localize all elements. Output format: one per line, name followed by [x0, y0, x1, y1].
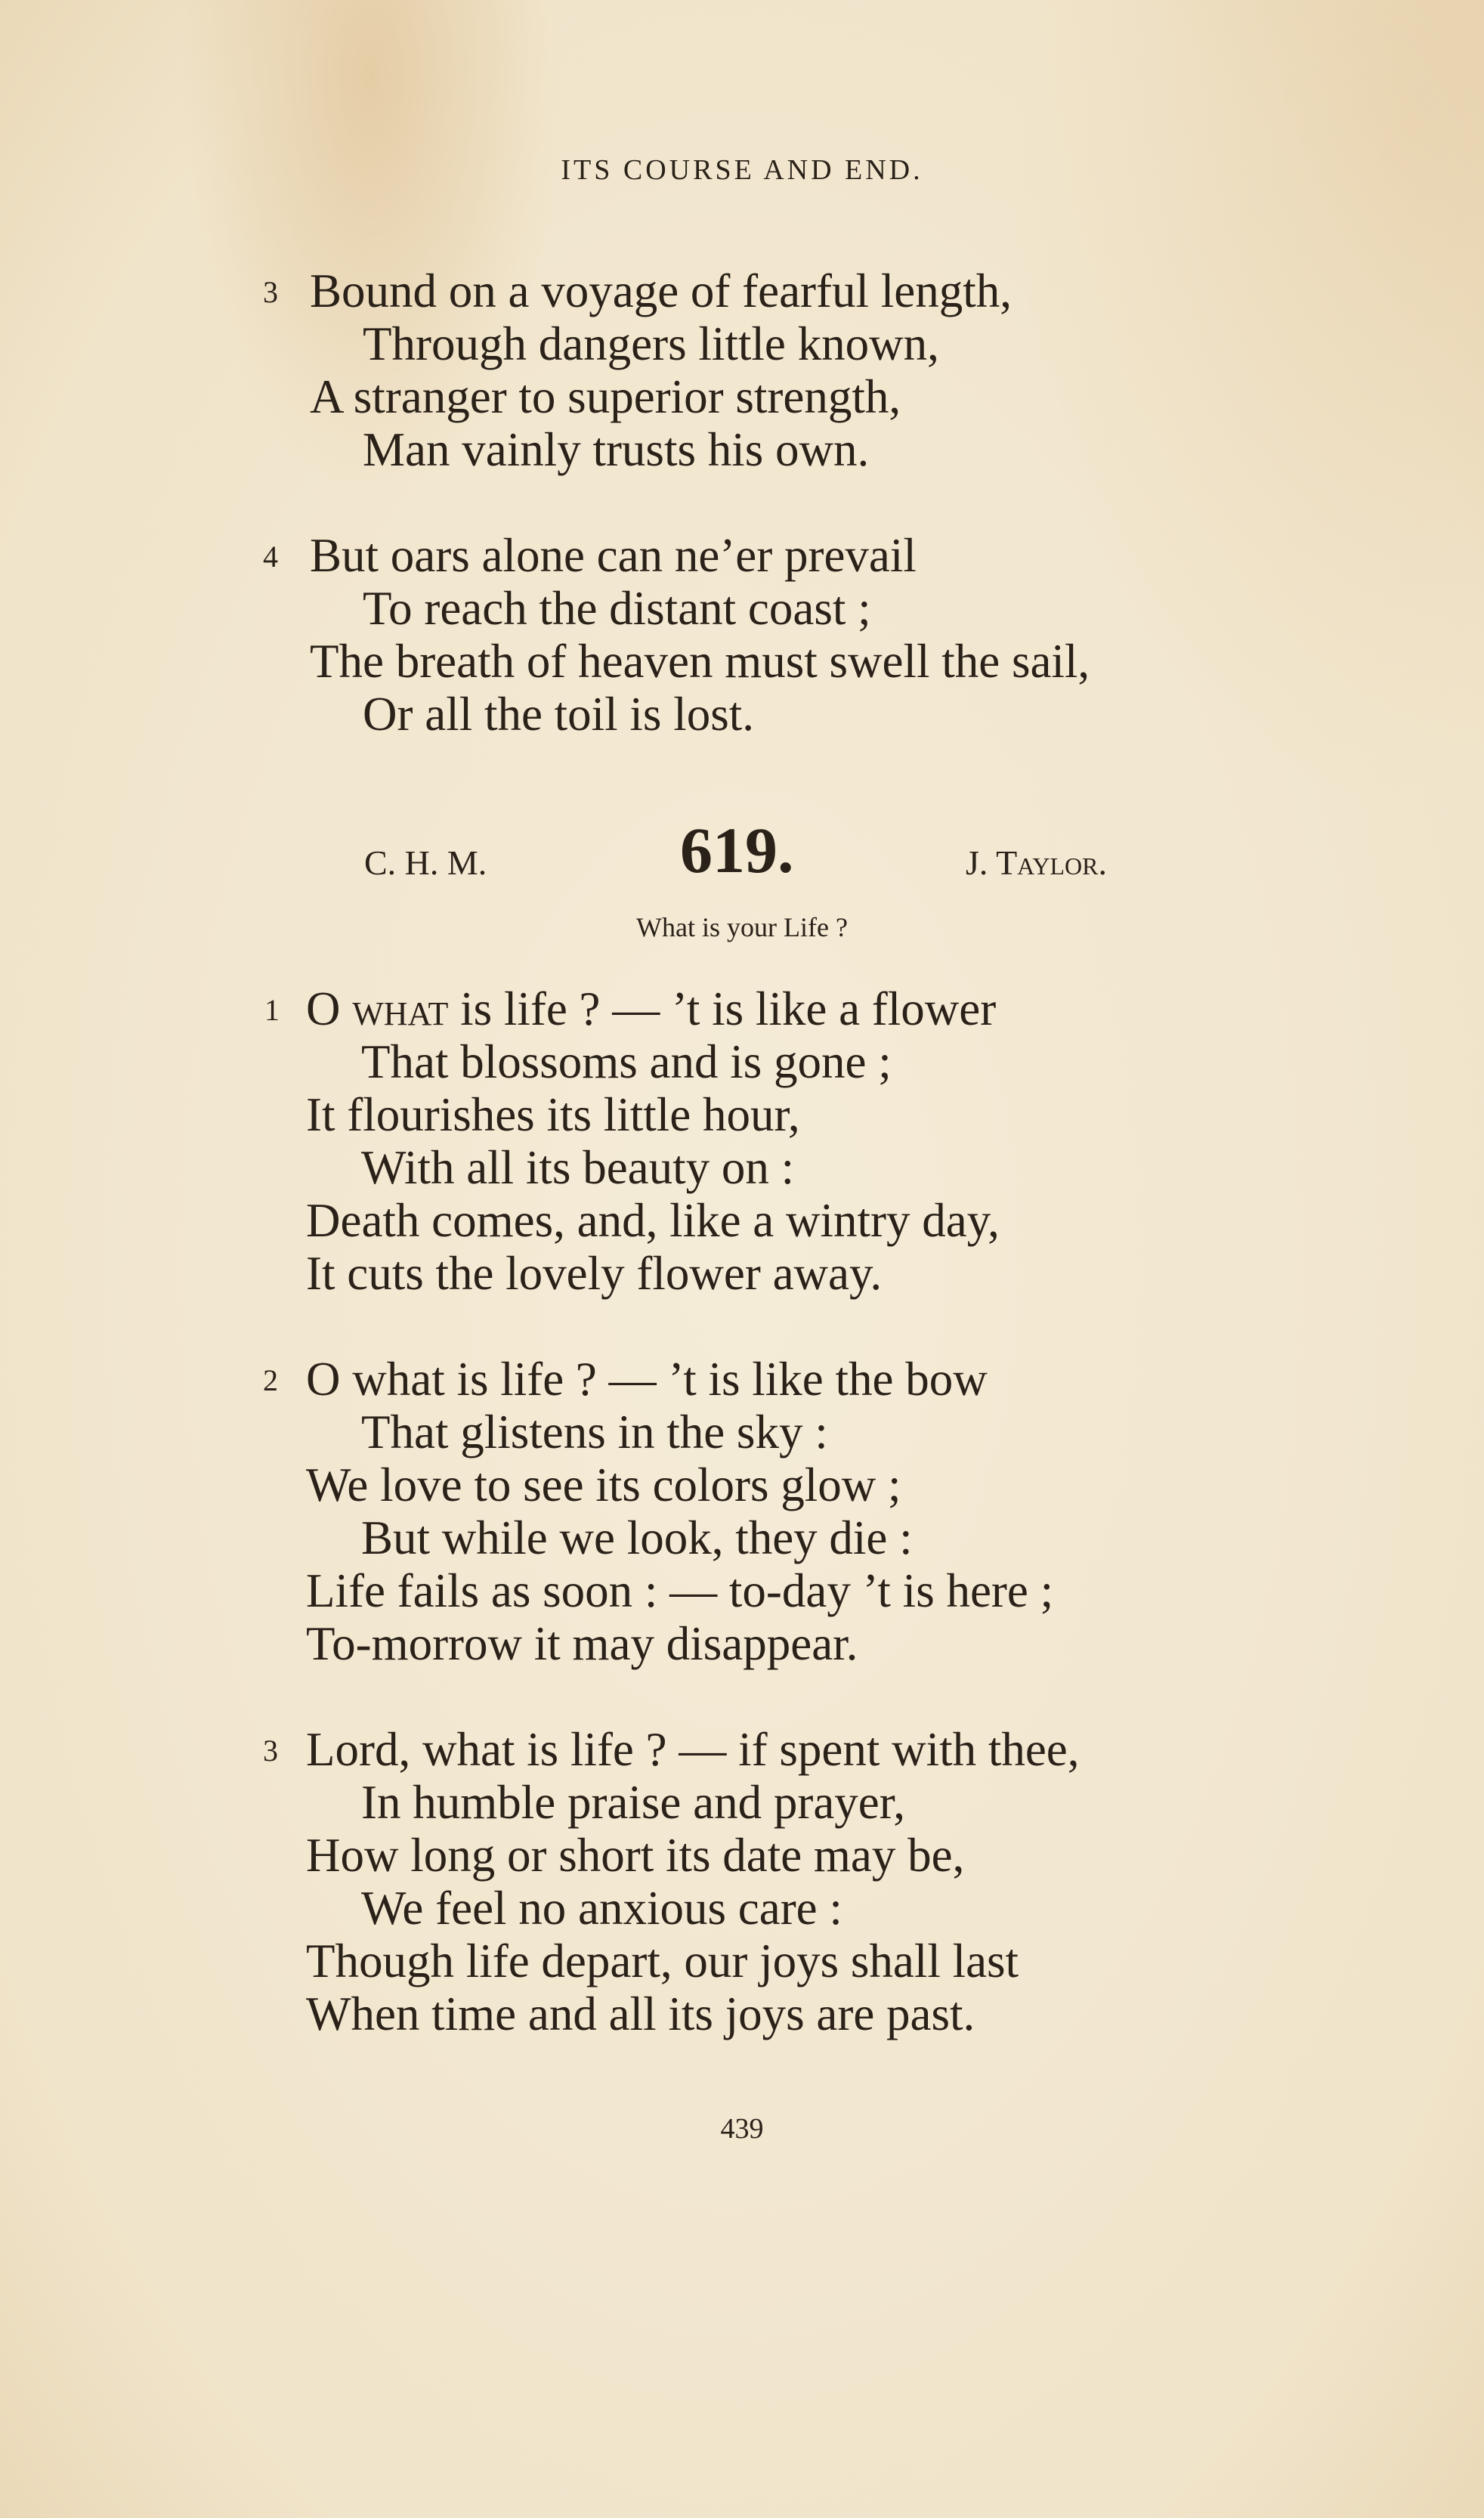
stanza-number: 3 [263, 1734, 278, 1768]
stanza-line: When time and all its joys are past. [306, 1987, 975, 2040]
stanza-line: To-morrow it may disappear. [306, 1617, 858, 1670]
stanza-line: The breath of heaven must swell the sail, [310, 635, 1090, 688]
stanza-number: 2 [263, 1363, 278, 1397]
stanza-line: Life fails as soon : — to-day ’t is here ; [306, 1564, 1054, 1617]
stanza-line: That blossoms and is gone ; [361, 1035, 892, 1088]
stanza-number: 3 [263, 275, 278, 309]
stanza-line [306, 982, 996, 1035]
first-line-rest: is life ? — ’t is like a flower [448, 982, 997, 1035]
stanza-line: Or all the toil is lost. [363, 688, 754, 741]
stanza-line: We love to see its colors glow ; [306, 1459, 901, 1511]
hymn-number: 619. [680, 814, 794, 886]
stanza-number: 4 [263, 540, 278, 574]
stanza-line: That glistens in the sky : [361, 1406, 828, 1459]
first-word-small-caps: O what [306, 982, 449, 1035]
stanza-line: Death comes, and, like a wintry day, [306, 1194, 1000, 1247]
running-head: ITS COURSE AND END. [561, 154, 923, 186]
stanza-line: But oars alone can ne’er prevail [310, 529, 917, 582]
stanza-line: Lord, what is life ? — if spent with thee, [306, 1723, 1080, 1776]
stanza-line: A stranger to superior strength, [310, 370, 901, 423]
hymn-author: J. Taylor. [966, 843, 1107, 882]
stanza-line: It cuts the lovely flower away. [306, 1247, 883, 1300]
stanza-line: Man vainly trusts his own. [363, 423, 870, 476]
stanza-line: O what is life ? — ’t is like the bow [306, 1353, 988, 1406]
stanza-line: But while we look, they die : [361, 1511, 913, 1564]
stanza-line: In humble praise and prayer, [361, 1776, 905, 1829]
hymn-meter: C. H. M. [364, 843, 487, 882]
stanza-line: It flourishes its little hour, [306, 1088, 800, 1141]
stanza-line: With all its beauty on : [361, 1141, 795, 1194]
stanza-line: Though life depart, our joys shall last [306, 1935, 1019, 1987]
stanza-line: How long or short its date may be, [306, 1829, 965, 1882]
hymn-header [0, 812, 1484, 896]
stanza-number: 1 [264, 993, 280, 1027]
stanza-line: To reach the distant coast ; [363, 582, 871, 635]
stanza-line: Through dangers little known, [363, 317, 939, 370]
stanza-line: Bound on a voyage of fearful length, [310, 264, 1012, 317]
stanza-line: We feel no anxious care : [361, 1882, 842, 1935]
page-number: 439 [720, 2113, 764, 2145]
hymn-title: What is your Life ? [636, 912, 848, 942]
